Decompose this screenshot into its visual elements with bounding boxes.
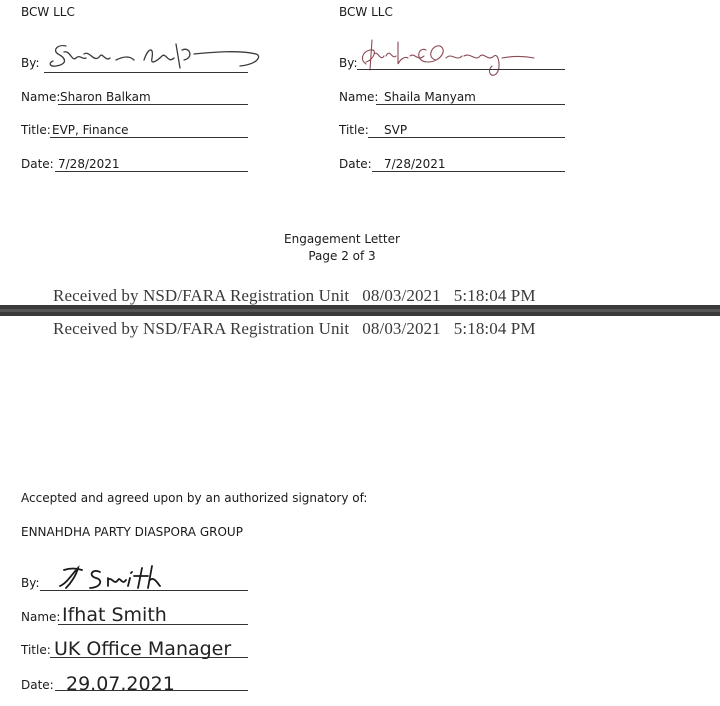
left-date-line: [55, 171, 248, 172]
signatory-by-line: [40, 590, 248, 591]
registration-stamp-page-2: Received by NSD/FARA Registration Unit 08/03/2021 5:18:04 PM: [53, 319, 536, 338]
signatory-title-label: Title:: [21, 643, 51, 657]
right-name-value: Shaila Manyam: [384, 90, 476, 104]
right-date-label: Date:: [339, 157, 372, 171]
right-date-line: [372, 171, 565, 172]
right-by-line: [357, 69, 565, 70]
page-separator: [0, 305, 720, 316]
signatory-date-label: Date:: [21, 678, 54, 692]
registration-stamp-page-1: Received by NSD/FARA Registration Unit 08/03/2021 5:18:04 PM: [53, 286, 536, 305]
signatory-name-value: Ifhat Smith: [62, 604, 167, 626]
right-by-label: By:: [339, 56, 358, 70]
left-title-value: EVP, Finance: [52, 123, 129, 137]
left-by-label: By:: [21, 56, 40, 70]
right-company-name: BCW LLC: [339, 5, 393, 19]
signatory-name-line: [58, 624, 248, 625]
left-title-label: Title:: [21, 123, 51, 137]
acceptance-statement: Accepted and agreed upon by an authorized signatory of:: [21, 491, 368, 505]
left-company-name: BCW LLC: [21, 5, 75, 19]
left-date-label: Date:: [21, 157, 54, 171]
signatory-by-label: By:: [21, 576, 40, 590]
signatory-title-line: [50, 657, 248, 658]
left-name-line: [58, 104, 248, 105]
footer-document-title: Engagement Letter: [284, 232, 400, 246]
right-title-value: SVP: [384, 123, 408, 137]
left-name-value: Sharon Balkam: [60, 90, 151, 104]
left-title-line: [50, 137, 248, 138]
footer-page-number: Page 2 of 3: [308, 249, 376, 263]
organization-name: ENNAHDHA PARTY DIASPORA GROUP: [21, 525, 243, 539]
left-by-line: [44, 72, 248, 73]
right-title-line: [368, 137, 565, 138]
right-title-label: Title:: [339, 123, 369, 137]
left-date-value: 7/28/2021: [58, 157, 120, 171]
right-name-label: Name:: [339, 90, 379, 104]
signatory-date-line: [55, 690, 248, 691]
signatory-name-label: Name:: [21, 610, 61, 624]
signatory-date-value: 29.07.2021: [66, 673, 175, 695]
right-name-line: [376, 104, 565, 105]
right-date-value: 7/28/2021: [384, 157, 446, 171]
left-name-label: Name:: [21, 90, 61, 104]
signatory-title-value: UK Office Manager: [54, 638, 232, 660]
right-signature-image: [352, 34, 552, 84]
